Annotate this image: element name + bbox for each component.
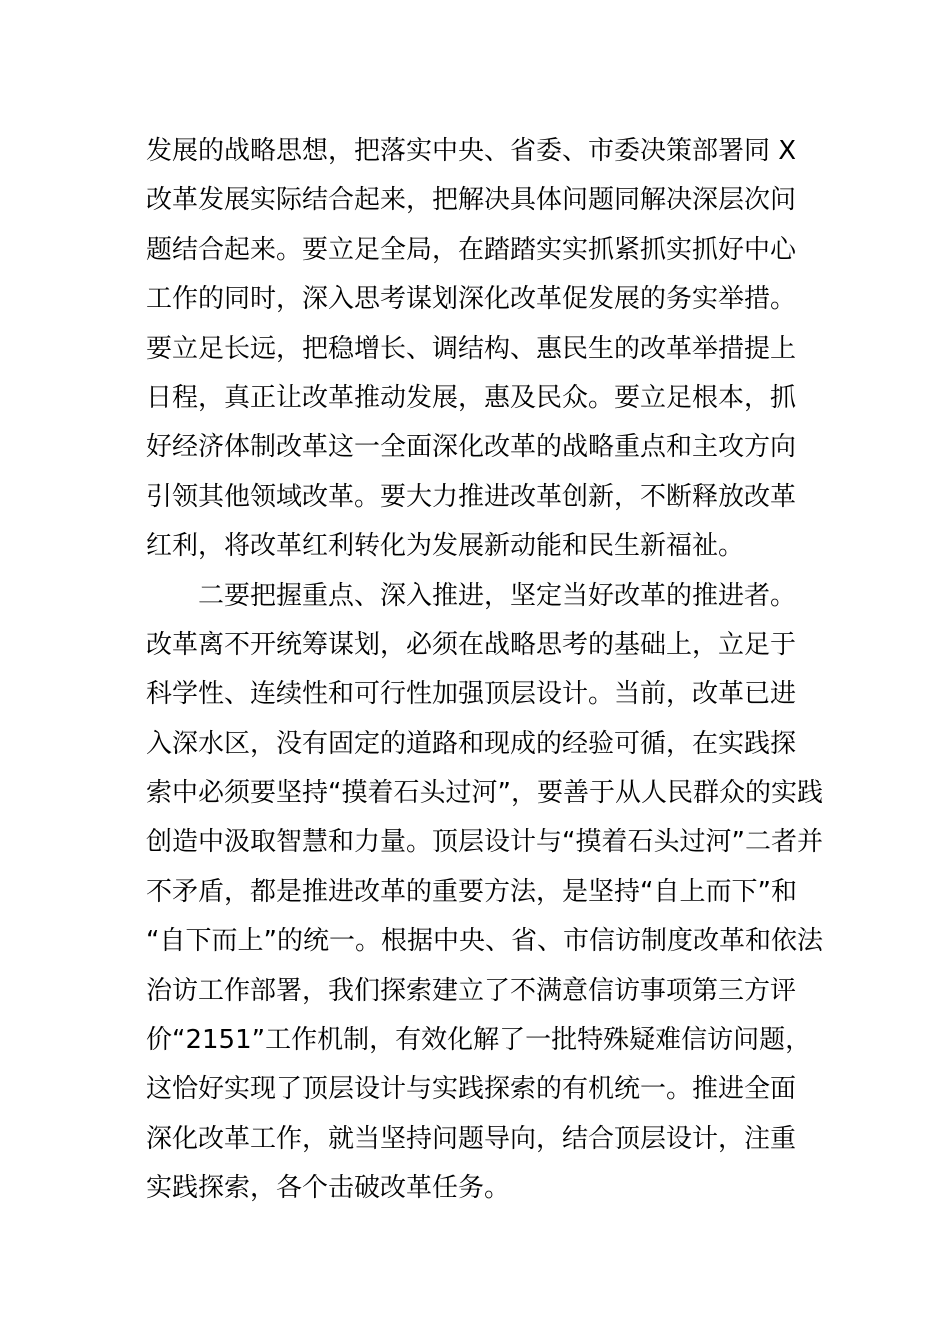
text-line: 这恰好实现了顶层设计与实践探索的有机统一。推进全面 xyxy=(146,1074,797,1105)
text-line: 索中必须要坚持“摸着石头过河”，要善于从人民群众的实践 xyxy=(146,778,823,809)
text-line: 红利，将改革红利转化为发展新动能和民生新福祉。 xyxy=(146,531,745,562)
text-line: 不矛盾，都是推进改革的重要方法，是坚持“自上而下”和 xyxy=(146,876,797,907)
text-line: 要立足长远，把稳增长、调结构、惠民生的改革举措提上 xyxy=(146,333,797,364)
text-line: 价“2151”工作机制，有效化解了一批特殊疑难信访问题， xyxy=(146,1025,812,1056)
text-line: 日程，真正让改革推动发展，惠及民众。要立足根本，抓 xyxy=(146,382,797,413)
text-line: 改革离不开统筹谋划，必须在战略思考的基础上，立足于 xyxy=(146,629,797,660)
text-line: 科学性、连续性和可行性加强顶层设计。当前，改革已进 xyxy=(146,679,797,710)
text-line: 创造中汲取智慧和力量。顶层设计与“摸着石头过河”二者并 xyxy=(146,827,823,858)
text-line: 实践探索，各个击破改革任务。 xyxy=(146,1173,511,1204)
body-text xyxy=(146,127,826,1214)
text-line: 治访工作部署，我们探索建立了不满意信访事项第三方评 xyxy=(146,975,797,1006)
text-line: 好经济体制改革这一全面深化改革的战略重点和主攻方向 xyxy=(146,432,797,463)
text-line: 发展的战略思想，把落实中央、省委、市委决策部署同 X xyxy=(146,136,797,166)
text-line: “自下而上”的统一。根据中央、省、市信访制度改革和依法 xyxy=(146,926,823,957)
text-line: 题结合起来。要立足全局，在踏踏实实抓紧抓实抓好中心 xyxy=(146,234,797,265)
text-line: 改革发展实际结合起来，把解决具体问题同解决深层次问 xyxy=(146,185,797,216)
text-line: 深化改革工作，就当坚持问题导向，结合顶层设计，注重 xyxy=(146,1123,797,1154)
text-line: 入深水区，没有固定的道路和现成的经验可循，在实践探 xyxy=(146,728,797,759)
text-line: 引领其他领域改革。要大力推进改革创新，不断释放改革 xyxy=(146,481,797,512)
text-line: 二要把握重点、深入推进，坚定当好改革的推进者。 xyxy=(198,580,797,611)
text-line: 工作的同时，深入思考谋划深化改革促发展的务实举措。 xyxy=(146,284,797,315)
